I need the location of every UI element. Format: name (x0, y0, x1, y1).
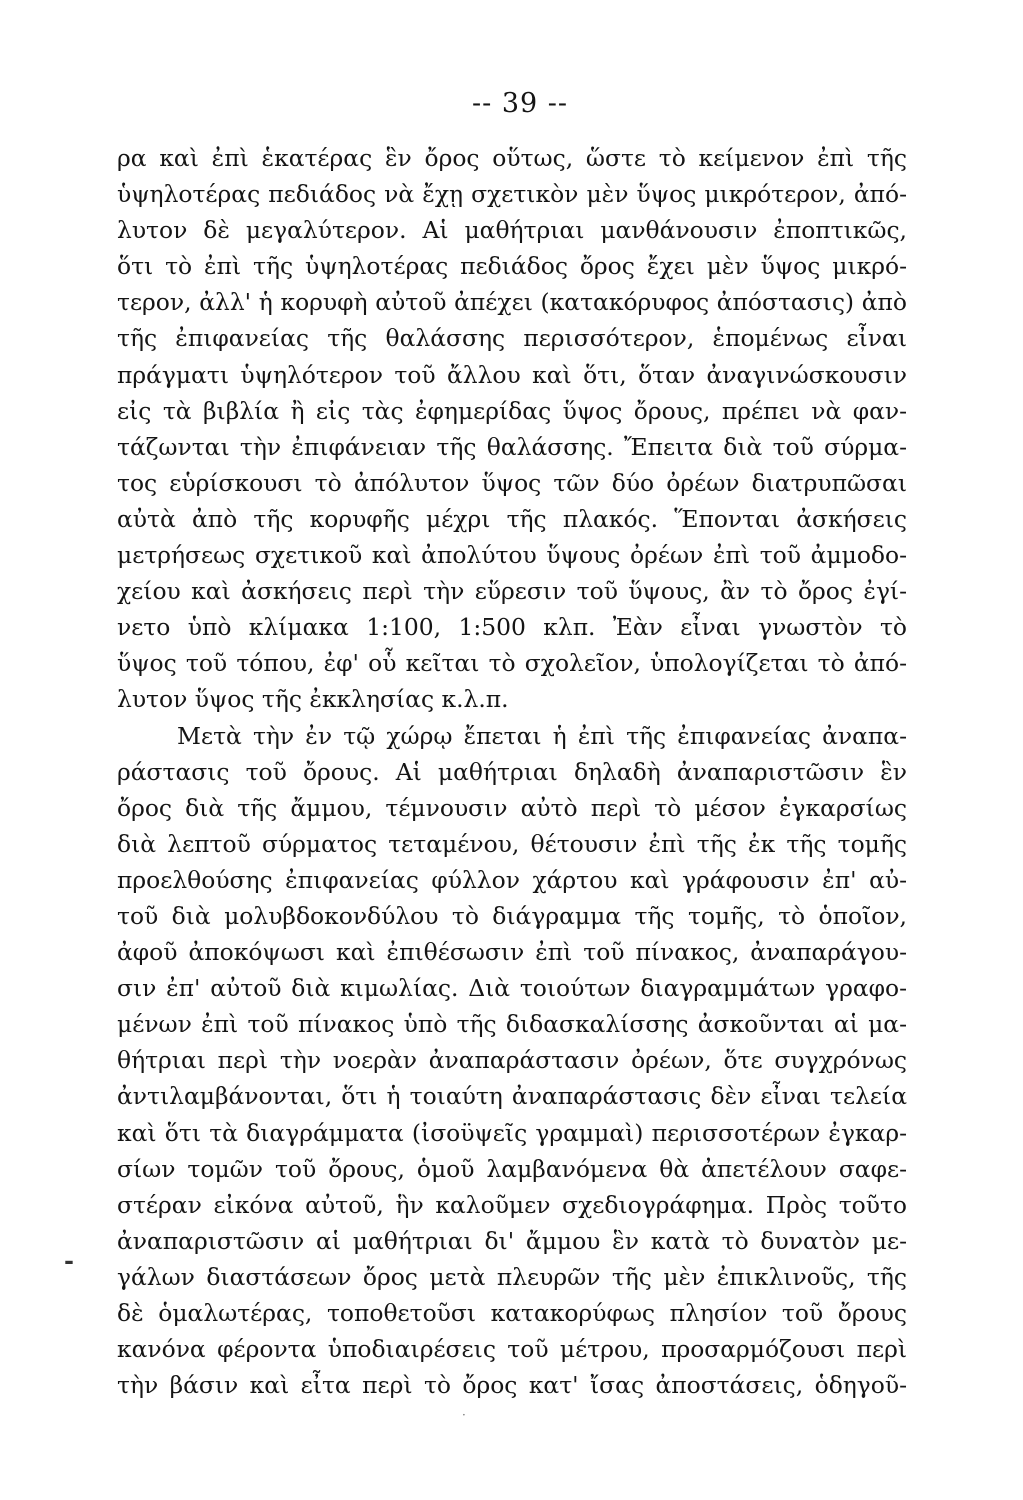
text-line: διὰ λεπτοῦ σύρματος τεταμένου, θέτουσιν ἐπὶ τῆς ἐκ τῆς τομῆς (117, 829, 907, 858)
text-line: σιν ἐπ' αὐτοῦ διὰ κιμωλίας. Διὰ τοιούτων διαγραμμάτων γραφο- (117, 974, 907, 1003)
text-line: ἀφοῦ ἀποκόψωσι καὶ ἐπιθέσωσιν ἐπὶ τοῦ πίνακος, ἀναπαράγου- (117, 938, 907, 967)
text-line: τὴν βάσιν καὶ εἶτα περὶ τὸ ὄρος κατ' ἴσας ἀποστάσεις, ὁδηγοῦ- (117, 1371, 907, 1400)
text-line: εἰς τὰ βιβλία ἢ εἰς τὰς ἐφημερίδας ὕψος ὄρους, πρέπει νὰ φαν- (117, 396, 907, 425)
margin-mark: - (64, 1246, 74, 1275)
text-line: λυτον ὕψος τῆς ἐκκλησίας κ.λ.π. (117, 685, 509, 714)
text-line: θήτριαι περὶ τὴν νοερὰν ἀναπαράστασιν ὀρέων, ὅτε συγχρόνως (117, 1046, 907, 1075)
text-line: ὅτι τὸ ἐπὶ τῆς ὑψηλοτέρας πεδιάδος ὄρος ἔχει μὲν ὕψος μικρό- (117, 252, 907, 281)
text-line: προελθούσης ἐπιφανείας φύλλον χάρτου καὶ γράφουσιν ἐπ' αὐ- (117, 865, 907, 894)
text-line: σίων τομῶν τοῦ ὄρους, ὁμοῦ λαμβανόμενα θὰ ἀπετέλουν σαφε- (117, 1154, 907, 1183)
text-line: τος εὑρίσκουσι τὸ ἀπόλυτον ὕψος τῶν δύο ὀρέων διατρυπῶσαι (117, 468, 907, 497)
text-line: χείου καὶ ἀσκήσεις περὶ τὴν εὕρεσιν τοῦ ὕψους, ἂν τὸ ὄρος ἐγί- (117, 577, 907, 606)
text-line: πράγματι ὑψηλότερον τοῦ ἄλλου καὶ ὅτι, ὅταν ἀναγινώσκουσιν (117, 360, 907, 389)
text-line: ἀντιλαμβάνονται, ὅτι ἡ τοιαύτη ἀναπαράστασις δὲν εἶναι τελεία (117, 1082, 907, 1111)
text-line: νετο ὑπὸ κλίμακα 1:100, 1:500 κλπ. Ἐὰν εἶναι γνωστὸν τὸ (117, 613, 907, 642)
text-line: τάζωνται τὴν ἐπιφάνειαν τῆς θαλάσσης. Ἔπειτα διὰ τοῦ σύρμα- (117, 432, 907, 461)
body-text (117, 140, 907, 1403)
text-line: ρα καὶ ἐπὶ ἑκατέρας ἓν ὄρος οὕτως, ὥστε τὸ κείμενον ἐπὶ τῆς (117, 144, 907, 172)
text-line: ὕψος τοῦ τόπου, ἐφ' οὗ κεῖται τὸ σχολεῖον, ὑπολογίζεται τὸ ἀπό- (117, 649, 907, 678)
text-line: μένων ἐπὶ τοῦ πίνακος ὑπὸ τῆς διδασκαλίσσης ἀσκοῦνται αἱ μα- (117, 1010, 907, 1039)
text-line: καὶ ὅτι τὰ διαγράμματα (ἰσοϋψεῖς γραμμαὶ) περισσοτέρων ἐγκαρ- (117, 1118, 907, 1147)
text-line: δὲ ὁμαλωτέρας, τοποθετοῦσι κατακορύφως πλησίον τοῦ ὄρους (117, 1299, 907, 1327)
paragraph-start-line: Μετὰ τὴν ἐν τῷ χώρῳ ἔπεται ἡ ἐπὶ τῆς ἐπιφανείας ἀναπα- (177, 721, 907, 750)
text-line: ἀναπαριστῶσιν αἱ μαθήτριαι δι' ἄμμου ἓν κατὰ τὸ δυνατὸν με- (117, 1226, 907, 1255)
text-line: ὑψηλοτέρας πεδιάδος νὰ ἔχῃ σχετικὸν μὲν ὕψος μικρότερον, ἀπό- (117, 180, 907, 209)
text-line: ὄρος διὰ τῆς ἄμμου, τέμνουσιν αὐτὸ περὶ τὸ μέσον ἐγκαρσίως (117, 793, 907, 822)
text-line: κανόνα φέροντα ὑποδιαιρέσεις τοῦ μέτρου, προσαρμόζουσι περὶ (117, 1335, 907, 1364)
text-line: τερον, ἀλλ' ἡ κορυφὴ αὐτοῦ ἀπέχει (κατακόρυφος ἀπόστασις) ἀπὸ (117, 288, 907, 317)
paper-speck: · (462, 1408, 466, 1422)
text-line: λυτον δὲ μεγαλύτερον. Αἱ μαθήτριαι μανθάνουσιν ἐποπτικῶς, (117, 216, 907, 245)
text-line: τοῦ διὰ μολυβδοκονδύλου τὸ διάγραμμα τῆς τομῆς, τὸ ὁποῖον, (117, 901, 907, 930)
page-number: -- 39 -- (471, 88, 568, 119)
text-line: μετρήσεως σχετικοῦ καὶ ἀπολύτου ὕψους ὀρέων ἐπὶ τοῦ ἀμμοδο- (117, 541, 907, 570)
text-line: ράστασις τοῦ ὄρους. Αἱ μαθήτριαι δηλαδὴ ἀναπαριστῶσιν ἓν (117, 757, 907, 786)
text-line: στέραν εἰκόνα αὐτοῦ, ἣν καλοῦμεν σχεδιογράφημα. Πρὸς τοῦτο (117, 1190, 907, 1219)
text-line: γάλων διαστάσεων ὄρος μετὰ πλευρῶν τῆς μὲν ἐπικλινοῦς, τῆς (117, 1262, 907, 1291)
text-line: αὐτὰ ἀπὸ τῆς κορυφῆς μέχρι τῆς πλακός. Ἕπονται ἀσκήσεις (117, 504, 907, 533)
text-line: τῆς ἐπιφανείας τῆς θαλάσσης περισσότερον, ἑπομένως εἶναι (117, 324, 907, 353)
